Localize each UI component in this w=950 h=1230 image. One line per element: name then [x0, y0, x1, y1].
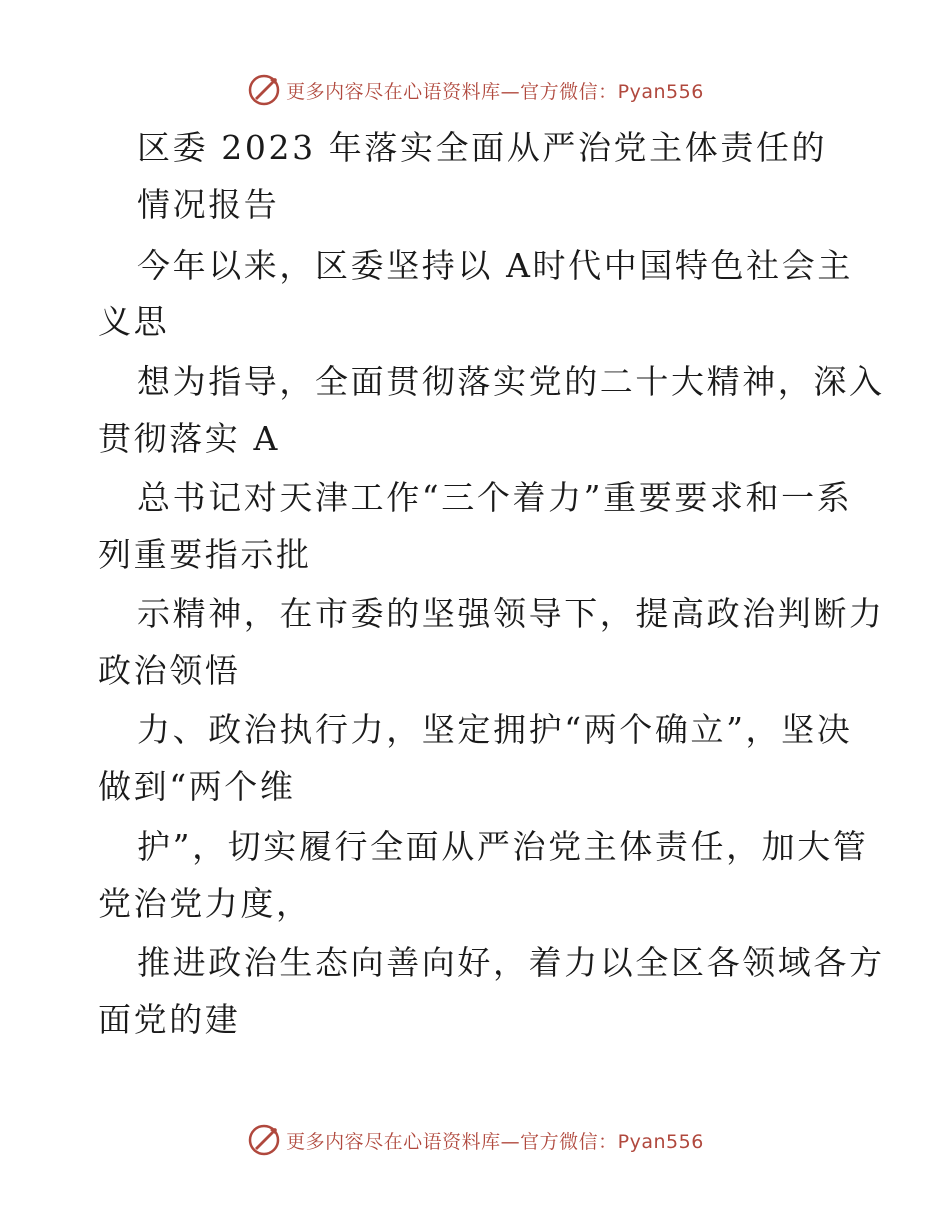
watermark-footer: [0, 1120, 950, 1160]
paragraph-line: 面党的建: [98, 1000, 241, 1039]
title-line-1: 区委 2023 年落实全面从严治党主体责任的: [137, 128, 828, 167]
paragraph-line: 做到“两个维: [98, 767, 296, 806]
paragraph-line: 义思: [98, 302, 170, 341]
paragraph-line: 贯彻落实 A: [98, 419, 280, 458]
title-line-2: 情况报告: [137, 185, 280, 224]
watermark-text: 更多内容尽在心语资料库—官方微信：Pyan556: [286, 1130, 704, 1153]
paragraph-line: 政治领悟: [98, 651, 241, 690]
paragraph-line: 列重要指示批: [98, 535, 312, 574]
paragraph-line: 党治党力度，: [98, 884, 312, 923]
paragraph-line: 今年以来，区委坚持以 A时代中国特色社会主: [137, 246, 853, 285]
watermark-text: 更多内容尽在心语资料库—官方微信：Pyan556: [286, 80, 704, 103]
quill-pen-seal-icon: [246, 72, 282, 108]
paragraph-line: 总书记对天津工作“三个着力”重要要求和一系: [137, 478, 853, 517]
paragraph-line: 示精神，在市委的坚强领导下，提高政治判断力: [137, 594, 885, 633]
watermark-header: [0, 70, 950, 110]
paragraph-line: 推进政治生态向善向好，着力以全区各领域各方: [137, 943, 885, 982]
paragraph-line: 力、政治执行力，坚定拥护“两个确立”，坚决: [137, 710, 853, 749]
paragraph-line: 护”，切实履行全面从严治党主体责任，加大管: [137, 827, 869, 866]
quill-pen-seal-icon: [246, 1122, 282, 1158]
paragraph-line: 想为指导，全面贯彻落实党的二十大精神，深入: [137, 362, 885, 401]
